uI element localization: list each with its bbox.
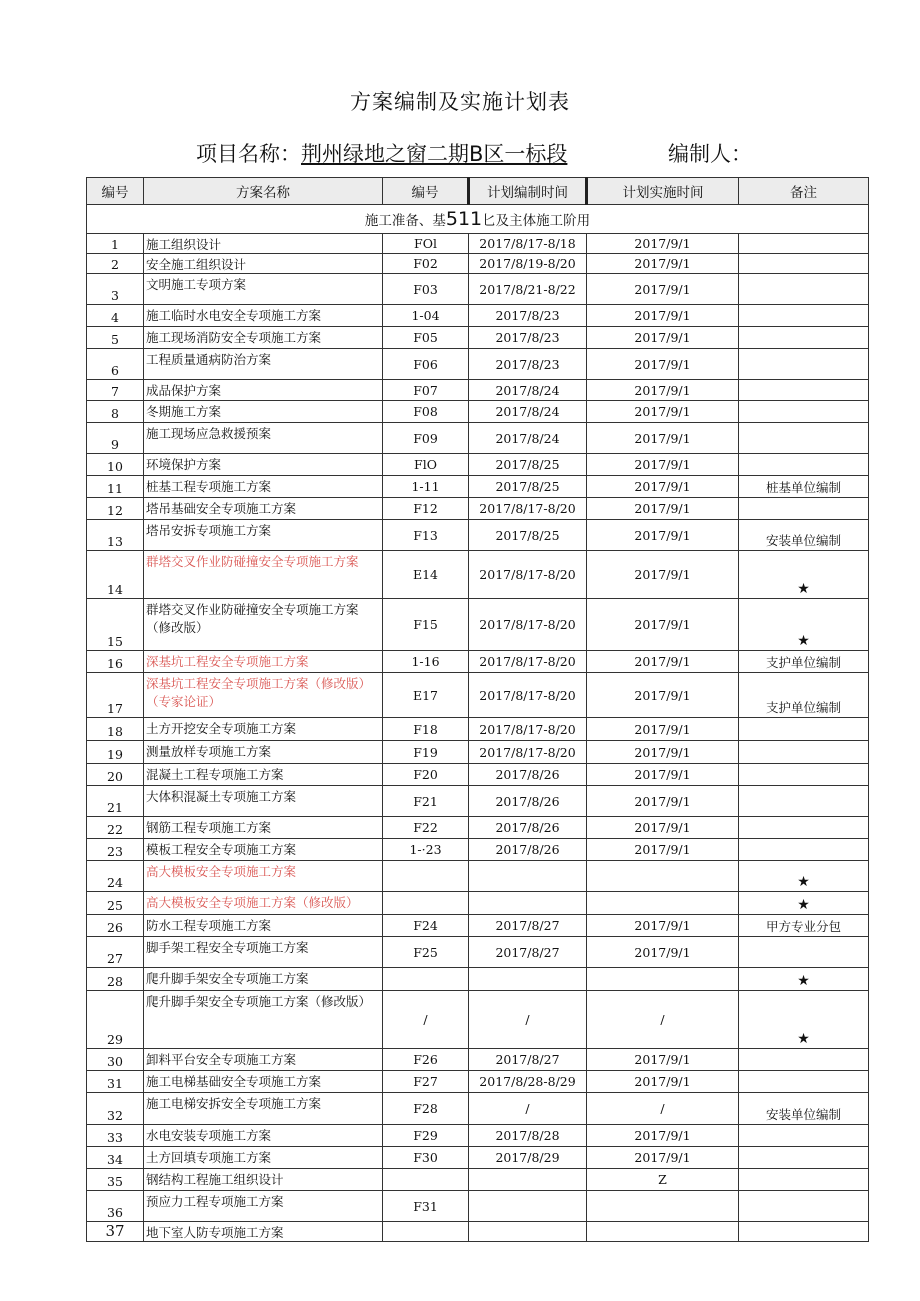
table-row [87,892,869,915]
row-plan-time: 2017/8/24 [469,401,587,423]
table-row [87,861,869,892]
row-plan-time [469,1222,587,1242]
row-plan-time: 2017/8/28 [469,1125,587,1147]
table-row [87,380,869,401]
row-impl-time: 2017/9/1 [587,937,739,968]
section-suffix: 匕及主体施工阶用 [482,213,591,229]
table-row [87,718,869,741]
row-no: 8 [87,401,144,423]
row-name: 预应力工程专项施工方案 [144,1191,383,1222]
row-plan-time: 2017/8/27 [469,1049,587,1071]
row-impl-time [587,968,739,991]
row-note [739,327,869,349]
row-note [739,1049,869,1071]
row-note [739,1169,869,1191]
row-plan-time: 2017/8/23 [469,305,587,327]
section-row [87,205,869,234]
row-impl-time: 2017/9/1 [587,454,739,476]
section-mid: 511 [445,208,483,230]
table-row [87,651,869,673]
table-row [87,968,869,991]
row-plan-time: 2017/8/25 [469,476,587,498]
row-plan-time: 2017/8/28-8/29 [469,1071,587,1093]
row-no: 3 [87,274,144,305]
row-note: 支护单位编制 [739,651,869,673]
row-code: 1-04 [383,305,469,327]
row-plan-time: 2017/8/26 [469,764,587,786]
row-impl-time: 2017/9/1 [587,423,739,454]
row-note [739,764,869,786]
row-no: 15 [87,599,144,651]
row-code: F03 [383,274,469,305]
row-no: 21 [87,786,144,817]
row-name: 施工现场应急救援预案 [144,423,383,454]
row-impl-time: 2017/9/1 [587,380,739,401]
row-plan-time: 2017/8/26 [469,786,587,817]
row-impl-time: 2017/9/1 [587,673,739,718]
row-plan-time [469,892,587,915]
row-plan-time [469,1191,587,1222]
row-code [383,892,469,915]
table-row [87,817,869,839]
row-plan-time: 2017/8/17-8/20 [469,599,587,651]
header-code: 编号 [383,178,469,205]
row-note: ★ [739,551,869,599]
row-plan-time: 2017/8/26 [469,817,587,839]
project-name [196,138,567,168]
row-code: F19 [383,741,469,764]
row-note [739,423,869,454]
table-row [87,1049,869,1071]
plan-table [86,177,869,1242]
row-note [739,274,869,305]
row-name: 塔吊安拆专项施工方案 [144,520,383,551]
row-plan-time: 2017/8/25 [469,520,587,551]
table-row [87,520,869,551]
row-name: 测量放样专项施工方案 [144,741,383,764]
row-no: 33 [87,1125,144,1147]
row-no: 31 [87,1071,144,1093]
row-no: 27 [87,937,144,968]
row-note [739,1191,869,1222]
row-code: FOl [383,234,469,254]
header-name: 方案名称 [144,178,383,205]
row-name: 环境保护方案 [144,454,383,476]
project-label: 项目名称： [196,142,301,166]
row-plan-time [469,968,587,991]
row-name: 施工电梯安拆安全专项施工方案 [144,1093,383,1125]
row-impl-time: 2017/9/1 [587,401,739,423]
row-code [383,1222,469,1242]
table-row [87,551,869,599]
row-plan-time: 2017/8/17-8/20 [469,718,587,741]
row-plan-time: / [469,991,587,1049]
table-row [87,915,869,937]
section-title [87,205,869,234]
row-name: 爬升脚手架安全专项施工方案 [144,968,383,991]
table-row [87,476,869,498]
row-code: F30 [383,1147,469,1169]
row-note [739,254,869,274]
row-name: 深基坑工程安全专项施工方案（修改版）（专家论证） [144,673,383,718]
row-impl-time: 2017/9/1 [587,764,739,786]
row-name: 工程质量通病防治方案 [144,349,383,380]
table-row [87,1191,869,1222]
row-note [739,305,869,327]
header-impl-time: 计划实施时间 [587,178,739,205]
row-no: 1 [87,234,144,254]
row-name: 混凝土工程专项施工方案 [144,764,383,786]
table-row [87,305,869,327]
row-impl-time: 2017/9/1 [587,520,739,551]
table-row [87,234,869,254]
row-name: 施工临时水电安全专项施工方案 [144,305,383,327]
row-note: 桩基单位编制 [739,476,869,498]
table-row [87,1147,869,1169]
row-code: F18 [383,718,469,741]
row-name: 大体积混凝土专项施工方案 [144,786,383,817]
editor-label: 编制人： [668,142,752,166]
row-plan-time: 2017/8/29 [469,1147,587,1169]
row-no: 28 [87,968,144,991]
row-plan-time: 2017/8/27 [469,915,587,937]
table-row [87,349,869,380]
row-no: 11 [87,476,144,498]
row-impl-time: 2017/9/1 [587,839,739,861]
row-no: 22 [87,817,144,839]
table-row [87,1125,869,1147]
row-name: 桩基工程专项施工方案 [144,476,383,498]
row-impl-time: 2017/9/1 [587,498,739,520]
row-code: F20 [383,764,469,786]
row-note [739,1222,869,1242]
row-impl-time: / [587,1093,739,1125]
row-no: 13 [87,520,144,551]
row-plan-time: 2017/8/17-8/20 [469,673,587,718]
row-code: 1-11 [383,476,469,498]
row-impl-time: 2017/9/1 [587,1125,739,1147]
row-no: 20 [87,764,144,786]
table-row [87,673,869,718]
row-plan-time: 2017/8/17-8/20 [469,551,587,599]
row-note: ★ [739,861,869,892]
row-name: 施工电梯基础安全专项施工方案 [144,1071,383,1093]
row-code: F07 [383,380,469,401]
row-impl-time: 2017/9/1 [587,718,739,741]
row-impl-time: 2017/9/1 [587,786,739,817]
row-code: FlO [383,454,469,476]
header-no: 编号 [87,178,144,205]
table-row [87,839,869,861]
row-no: 9 [87,423,144,454]
row-name: 钢筋工程专项施工方案 [144,817,383,839]
row-no: 24 [87,861,144,892]
row-name: 土方回填专项施工方案 [144,1147,383,1169]
row-name: 施工现场消防安全专项施工方案 [144,327,383,349]
row-code: E14 [383,551,469,599]
row-code: F31 [383,1191,469,1222]
row-no: 2 [87,254,144,274]
row-no: 7 [87,380,144,401]
row-no: 32 [87,1093,144,1125]
row-code: F27 [383,1071,469,1093]
row-code: F25 [383,937,469,968]
row-name: 钢结构工程施工组织设计 [144,1169,383,1191]
row-note [739,718,869,741]
row-note [739,1071,869,1093]
row-impl-time: 2017/9/1 [587,915,739,937]
row-note [739,817,869,839]
table-row [87,401,869,423]
row-code: F02 [383,254,469,274]
row-name: 群塔交叉作业防碰撞安全专项施工方案（修改版） [144,599,383,651]
row-no: 23 [87,839,144,861]
row-code: F12 [383,498,469,520]
row-code: F24 [383,915,469,937]
table-row [87,423,869,454]
row-name: 卸料平台安全专项施工方案 [144,1049,383,1071]
row-note [739,741,869,764]
row-no: 19 [87,741,144,764]
row-plan-time: 2017/8/24 [469,380,587,401]
page-title: 方案编制及实施计划表 [350,90,570,114]
section-prefix: 施工准备、基 [364,213,446,229]
row-no: 4 [87,305,144,327]
header-plan-time: 计划编制时间 [469,178,587,205]
row-no: 17 [87,673,144,718]
row-note [739,498,869,520]
row-note [739,234,869,254]
table-row [87,764,869,786]
row-no: 5 [87,327,144,349]
row-plan-time: 2017/8/19-8/20 [469,254,587,274]
row-impl-time: 2017/9/1 [587,817,739,839]
row-impl-time: 2017/9/1 [587,1049,739,1071]
row-no: 14 [87,551,144,599]
row-no: 30 [87,1049,144,1071]
row-impl-time [587,1222,739,1242]
row-code [383,861,469,892]
row-impl-time: 2017/9/1 [587,651,739,673]
row-no: 12 [87,498,144,520]
row-name: 施工组织设计 [144,234,383,254]
row-code [383,1169,469,1191]
row-note: 支护单位编制 [739,673,869,718]
row-no: 34 [87,1147,144,1169]
row-name: 脚手架工程安全专项施工方案 [144,937,383,968]
row-plan-time: 2017/8/25 [469,454,587,476]
row-plan-time: 2017/8/17-8/20 [469,498,587,520]
row-impl-time [587,1191,739,1222]
row-name: 防水工程专项施工方案 [144,915,383,937]
row-plan-time: 2017/8/27 [469,937,587,968]
row-code: F08 [383,401,469,423]
row-impl-time: 2017/9/1 [587,741,739,764]
row-name: 文明施工专项方案 [144,274,383,305]
row-plan-time: / [469,1093,587,1125]
row-note [739,839,869,861]
row-name: 冬期施工方案 [144,401,383,423]
row-code: F05 [383,327,469,349]
row-plan-time: 2017/8/17-8/20 [469,651,587,673]
row-note: 甲方专业分包 [739,915,869,937]
row-code: F21 [383,786,469,817]
row-note: ★ [739,968,869,991]
row-impl-time: / [587,991,739,1049]
row-no: 36 [87,1191,144,1222]
row-impl-time: 2017/9/1 [587,551,739,599]
row-name: 土方开挖安全专项施工方案 [144,718,383,741]
row-no: 29 [87,991,144,1049]
row-code: 1-·23 [383,839,469,861]
row-plan-time: 2017/8/17-8/18 [469,234,587,254]
row-name: 高大模板安全专项施工方案 [144,861,383,892]
table-row [87,741,869,764]
row-note [739,349,869,380]
row-name: 水电安装专项施工方案 [144,1125,383,1147]
row-impl-time: 2017/9/1 [587,1147,739,1169]
row-code: F13 [383,520,469,551]
row-name: 模板工程安全专项施工方案 [144,839,383,861]
table-row [87,1222,869,1242]
row-note [739,1125,869,1147]
table-row [87,599,869,651]
row-no: 35 [87,1169,144,1191]
row-code: F22 [383,817,469,839]
row-note: ★ [739,991,869,1049]
row-name: 安全施工组织设计 [144,254,383,274]
row-impl-time: 2017/9/1 [587,327,739,349]
table-row [87,1093,869,1125]
row-impl-time: 2017/9/1 [587,476,739,498]
table-row [87,254,869,274]
table-row [87,991,869,1049]
table-row [87,454,869,476]
row-name: 塔吊基础安全专项施工方案 [144,498,383,520]
row-impl-time: 2017/9/1 [587,254,739,274]
row-impl-time: 2017/9/1 [587,349,739,380]
table-row [87,1071,869,1093]
table-row [87,1169,869,1191]
header-note: 备注 [739,178,869,205]
table-row [87,274,869,305]
header-row [87,178,869,205]
row-code: F29 [383,1125,469,1147]
row-no: 10 [87,454,144,476]
row-name: 爬升脚手架安全专项施工方案（修改版） [144,991,383,1049]
row-impl-time: 2017/9/1 [587,599,739,651]
table-row [87,937,869,968]
row-no: 18 [87,718,144,741]
row-note: ★ [739,892,869,915]
row-plan-time: 2017/8/23 [469,327,587,349]
row-plan-time: 2017/8/21-8/22 [469,274,587,305]
row-code: F09 [383,423,469,454]
row-no: 26 [87,915,144,937]
row-plan-time: 2017/8/24 [469,423,587,454]
row-code: F26 [383,1049,469,1071]
row-code [383,968,469,991]
row-note [739,1147,869,1169]
row-impl-time: 2017/9/1 [587,274,739,305]
row-note [739,380,869,401]
row-no: 37 [87,1222,144,1242]
row-plan-time: 2017/8/26 [469,839,587,861]
row-plan-time [469,1169,587,1191]
row-plan-time [469,861,587,892]
row-plan-time: 2017/8/23 [469,349,587,380]
row-code: E17 [383,673,469,718]
row-no: 16 [87,651,144,673]
row-code: F15 [383,599,469,651]
row-note: 安装单位编制 [739,1093,869,1125]
row-no: 25 [87,892,144,915]
row-impl-time: Z [587,1169,739,1191]
table-row [87,786,869,817]
table-row [87,327,869,349]
row-code: 1-16 [383,651,469,673]
row-impl-time [587,861,739,892]
row-code: F06 [383,349,469,380]
row-note: ★ [739,599,869,651]
row-note: 安装单位编制 [739,520,869,551]
row-name: 深基坑工程安全专项施工方案 [144,651,383,673]
row-note [739,454,869,476]
row-no: 6 [87,349,144,380]
project-value: 荆州绿地之窗二期B区一标段 [301,142,568,166]
row-code: F28 [383,1093,469,1125]
row-note [739,786,869,817]
row-name: 高大模板安全专项施工方案（修改版） [144,892,383,915]
row-impl-time [587,892,739,915]
row-impl-time: 2017/9/1 [587,305,739,327]
row-plan-time: 2017/8/17-8/20 [469,741,587,764]
row-note [739,937,869,968]
row-impl-time: 2017/9/1 [587,234,739,254]
table-row [87,498,869,520]
row-name: 群塔交叉作业防碰撞安全专项施工方案 [144,551,383,599]
row-code: / [383,991,469,1049]
row-note [739,401,869,423]
row-impl-time: 2017/9/1 [587,1071,739,1093]
row-name: 地下室人防专项施工方案 [144,1222,383,1242]
row-name: 成品保护方案 [144,380,383,401]
